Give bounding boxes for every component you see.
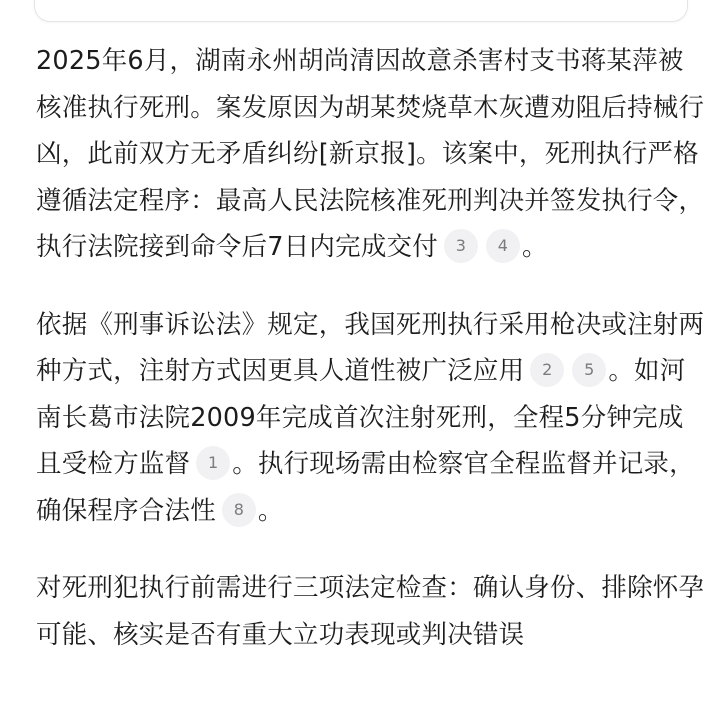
citation-badge[interactable]: 3	[444, 229, 478, 263]
paragraph-text: 对死刑犯执行前需进行三项法定检查：确认身份、排除怀孕可能、核实是否有重大立功表现或判决错误	[36, 573, 705, 650]
answer-paragraph	[36, 565, 706, 658]
paragraph-text: 。如河南长葛市法院2009年完成首次注射死刑，全程5分钟完成且受检方监督	[36, 356, 686, 479]
citation-badge[interactable]: 8	[222, 493, 256, 527]
paragraph-text: 依据《刑事诉讼法》规定，我国死刑执行采用枪决或注射两种方式，注射方式因更具人道性被广泛应用	[36, 309, 705, 386]
citation-badge[interactable]: 1	[196, 446, 230, 480]
answer-content	[36, 38, 706, 658]
answer-paragraph	[36, 302, 706, 535]
citation-badge[interactable]: 4	[486, 229, 520, 263]
citation-badge[interactable]: 5	[572, 353, 606, 387]
paragraph-text: 2025年6月，湖南永州胡尚清因故意杀害村支书蒋某萍被核准执行死刑。案发原因为胡某焚烧草木灰遭劝阻后持械行凶，此前双方无矛盾纠纷[新京报]。该案中，死刑执行严格遵循法定程序：最高人民法院核准死刑判决并签发执行令，执行法院接到命令后7日内完成交付	[36, 46, 705, 262]
paragraph-text: 。	[521, 232, 548, 262]
paragraph-text: 。执行现场需由检察官全程监督并记录，确保程序合法性	[36, 449, 695, 526]
answer-paragraph	[36, 38, 706, 271]
citation-badge[interactable]: 2	[530, 353, 564, 387]
paragraph-text: 。	[257, 495, 284, 526]
previous-card	[34, 0, 688, 22]
